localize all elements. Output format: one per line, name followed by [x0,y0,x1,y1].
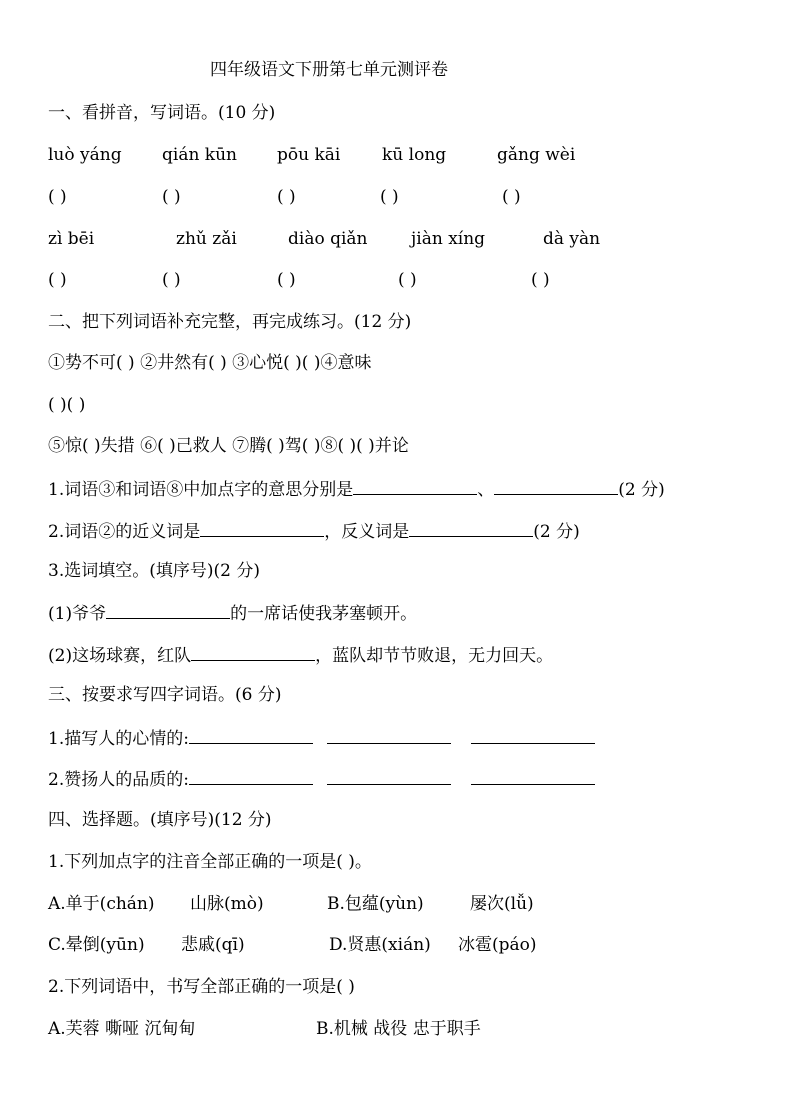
answer-blank[interactable] [106,600,230,619]
section-1-heading: 一、看拼音，写词语。(10 分) [48,103,276,123]
pinyin-item: qián kūn [162,145,238,165]
pinyin-item: zhǔ zǎi [176,229,237,249]
answer-paren[interactable]: ( ) [398,270,417,290]
answer-paren[interactable]: ( ) [531,270,550,290]
pinyin-item: luò yáng [48,145,122,165]
answer-paren[interactable]: ( ) [48,187,67,207]
question-text: 1.描写人的心情的: [48,729,189,749]
pinyin-item: gǎng wèi [497,145,576,165]
question-text: (2)这场球赛，红队 [48,646,192,666]
question-2-3: 3.选词填空。(填序号)(2 分) [48,561,260,581]
pinyin-item: dà yàn [543,229,601,249]
question-text: (1)爷爷 [48,604,107,624]
question-2-2 [48,518,580,544]
answer-blank[interactable] [494,476,618,495]
answer-paren[interactable]: ( ) [277,270,296,290]
question-2-1 [48,476,665,502]
question-text: 2.词语②的近义词是 [48,522,201,542]
option-c[interactable]: C.晕倒(yūn) [48,935,145,955]
answer-blank[interactable] [471,725,595,744]
answer-paren[interactable]: ( ) [502,187,521,207]
answer-blank[interactable] [471,766,595,785]
pinyin-item: pōu kāi [277,145,341,165]
pinyin-item: jiàn xíng [411,229,486,249]
answer-paren[interactable]: ( ) [162,187,181,207]
idiom-line-1: ①势不可( ) ②井然有( ) ③心悦( )( )④意味 [48,353,372,373]
question-text: ，反义词是 [324,522,410,542]
answer-blank[interactable] [409,518,533,537]
question-4-2: 2.下列词语中，书写全部正确的一项是( ) [48,977,355,997]
option-a[interactable]: A.芙蓉 嘶哑 沉甸甸 [48,1019,196,1039]
section-4-heading: 四、选择题。(填序号)(12 分) [48,810,272,830]
option-c-word: 悲戚(qī) [181,935,245,955]
question-text: 的一席话使我茅塞顿开。 [230,604,418,624]
pinyin-item: diào qiǎn [288,229,368,249]
answer-paren[interactable]: ( ) [380,187,399,207]
answer-blank[interactable] [189,766,313,785]
answer-blank[interactable] [189,725,313,744]
score: (2 分) [618,480,665,500]
answer-paren[interactable]: ( ) [48,270,67,290]
question-4-1: 1.下列加点字的注音全部正确的一项是( )。 [48,852,372,872]
section-2-heading: 二、把下列词语补充完整，再完成练习。(12 分) [48,312,412,332]
answer-blank[interactable] [200,518,324,537]
exam-title: 四年级语文下册第七单元测评卷 [210,60,448,80]
idiom-line-3: ⑤惊( )失措 ⑥( )己救人 ⑦腾( )驾( )⑧( )( )并论 [48,436,409,456]
option-d-word: 冰雹(páo) [458,935,537,955]
answer-paren[interactable]: ( ) [277,187,296,207]
option-b[interactable]: B.机械 战役 忠于职手 [316,1019,481,1039]
question-text: 1.词语③和词语⑧中加点字的意思分别是 [48,480,354,500]
answer-blank[interactable] [327,725,451,744]
question-2-3-1 [48,600,417,626]
score: (2 分) [533,522,580,542]
section-3-heading: 三、按要求写四字词语。(6 分) [48,685,282,705]
answer-blank[interactable] [327,766,451,785]
question-text: 2.赞扬人的品质的: [48,770,189,790]
answer-blank[interactable] [353,476,477,495]
option-a-word: 山脉(mò) [190,894,264,914]
question-2-3-2 [48,642,553,668]
idiom-line-2: ( )( ) [48,395,86,415]
option-a[interactable]: A.单于(chán) [48,894,155,914]
pinyin-item: kū long [382,145,447,165]
question-3-1 [48,725,595,751]
pinyin-item: zì bēi [48,229,95,249]
question-text: ，蓝队却节节败退，无力回天。 [315,646,554,666]
option-b[interactable]: B.包蕴(yùn) [327,894,424,914]
option-d[interactable]: D.贤惠(xián) [329,935,431,955]
answer-blank[interactable] [191,642,315,661]
option-b-word: 屡次(lǚ) [470,894,534,914]
question-3-2 [48,766,595,792]
answer-paren[interactable]: ( ) [162,270,181,290]
separator: 、 [477,480,495,500]
